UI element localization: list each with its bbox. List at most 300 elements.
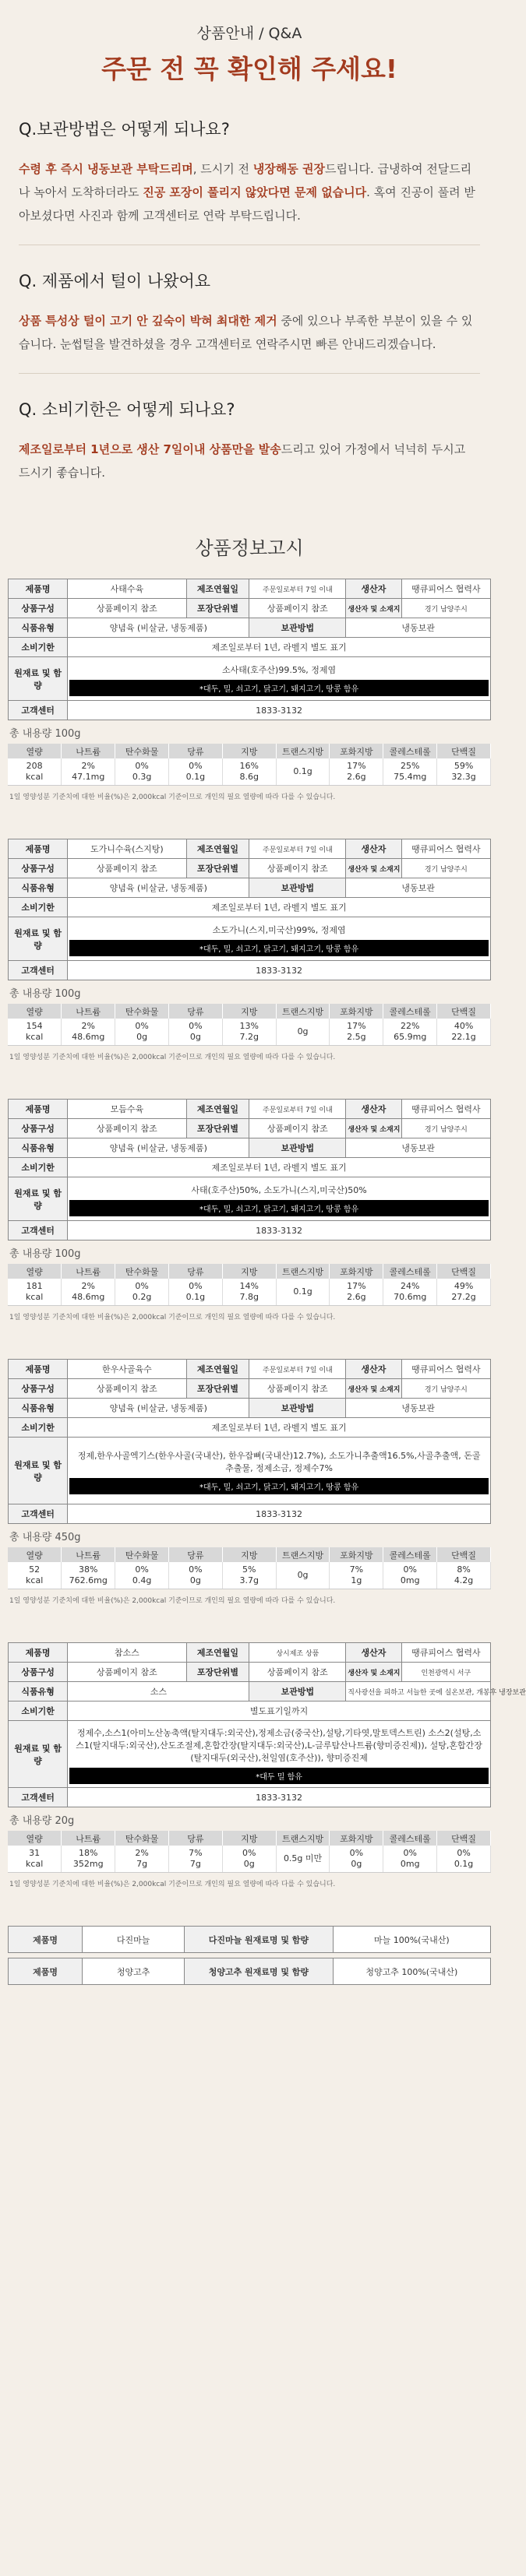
nutrition-value-line: 154 xyxy=(26,1021,43,1031)
ingredients-cell xyxy=(68,1721,491,1788)
label-cell: 제조연월일 xyxy=(186,1100,249,1119)
label-cell: 포장단위별 xyxy=(186,859,249,878)
nutrition-value xyxy=(437,1846,491,1873)
nutrition-value-line: 47.1mg xyxy=(72,772,105,782)
nutrition-header: 나트륨 xyxy=(62,1831,115,1846)
nutrition-value-line: 0g xyxy=(136,1032,148,1042)
product-name: 도가니수육(스지탕) xyxy=(68,839,186,859)
nutrition-header: 열량 xyxy=(8,1004,62,1019)
label-cell: 제품명 xyxy=(9,1643,68,1663)
label-cell: 생산자 xyxy=(346,1360,401,1379)
label-cell: 제품명 xyxy=(9,1360,68,1379)
product-info xyxy=(8,1359,491,1605)
nutrition-value-line: 2% xyxy=(81,761,95,771)
customer-center-value: 1833-3132 xyxy=(68,961,491,980)
nutrition-header: 당류 xyxy=(168,1264,222,1279)
nutrition-value xyxy=(62,1562,115,1589)
nutrition-header: 탄수화물 xyxy=(115,1547,169,1562)
nutrition-value-line: kcal xyxy=(26,1859,44,1869)
expiry-value: 제조일로부터 1년, 라벨지 별도 표기 xyxy=(68,638,491,657)
type-value: 상품페이지 참조 xyxy=(68,859,186,878)
nutrition-value xyxy=(437,758,491,786)
nutrition-header: 지방 xyxy=(222,1831,276,1846)
mfg-value: 주문일로부터 7일 이내 xyxy=(249,579,346,599)
label-cell: 제조연월일 xyxy=(186,1360,249,1379)
label-cell: 소비기한 xyxy=(9,1418,68,1438)
nutrition-table xyxy=(8,744,491,786)
label-cell: 고객센터 xyxy=(9,1788,68,1807)
nutrition-value-line: 65.9mg xyxy=(394,1032,427,1042)
nutrition-value xyxy=(222,758,276,786)
nutrition-value-line: 0.2g xyxy=(132,1292,152,1302)
nutrition-value-line: 0% xyxy=(135,1021,149,1031)
nutrition-value-line: 8.6g xyxy=(239,772,259,782)
label-cell: 제조연월일 xyxy=(186,579,249,599)
nutrition-value-line: 27.2g xyxy=(451,1292,476,1302)
nutrition-value-line: 0% xyxy=(189,761,203,771)
nutrition-value-line: 0g xyxy=(351,1859,362,1869)
type-value: 상품페이지 참조 xyxy=(68,1119,186,1138)
nutrition-value xyxy=(222,1019,276,1046)
product-info xyxy=(8,1099,491,1321)
nutrition-value-line: 7.2g xyxy=(239,1032,259,1042)
nutrition-value-line: 7% xyxy=(189,1848,203,1858)
ingredients-value: 소사태(호주산)99.5%, 정제염 xyxy=(222,665,337,675)
extra-info-table xyxy=(8,1926,491,1953)
nutrition-value-line: 22.1g xyxy=(451,1032,476,1042)
nutrition-value xyxy=(8,758,62,786)
label-cell: 포장단위별 xyxy=(186,1663,249,1682)
nutrition-value-line: kcal xyxy=(26,1575,44,1585)
nutrition-value xyxy=(8,1019,62,1046)
nutrition-header: 열량 xyxy=(8,1831,62,1846)
label-cell: 생산자 및 소재지 xyxy=(346,1119,401,1138)
label-cell: 소비기한 xyxy=(9,898,68,917)
unit-value: 상품페이지 참조 xyxy=(249,859,346,878)
nutrition-value-line: 0.1g xyxy=(185,1292,206,1302)
qa-answer xyxy=(19,438,480,484)
nutrition-value xyxy=(62,1279,115,1306)
qa-item xyxy=(19,397,480,501)
nutrition-table xyxy=(8,1004,491,1046)
nutrition-value-line: 17% xyxy=(347,1281,366,1291)
mfg-value: 주문일로부터 7일 이내 xyxy=(249,1100,346,1119)
label-cell: 식품유형 xyxy=(9,878,68,898)
nutrition-value xyxy=(222,1846,276,1873)
seller-value: 인천광역시 서구 xyxy=(401,1663,490,1682)
nutrition-value-line: 5% xyxy=(242,1564,256,1575)
nutrition-value-line: 7g xyxy=(189,1859,201,1869)
nutrition-header: 트랜스지방 xyxy=(276,1831,330,1846)
qa-question: Q. 제품에서 털이 나왔어요 xyxy=(19,272,211,290)
nutrition-value xyxy=(62,1019,115,1046)
nutrition-value-line: 0mg xyxy=(400,1859,420,1869)
nutrition-value-line: 0% xyxy=(135,1564,149,1575)
total-weight: 총 내용량 100g xyxy=(9,988,81,1000)
nutrition-value-line: 0% xyxy=(403,1564,417,1575)
nutrition-header: 포화지방 xyxy=(330,1831,383,1846)
seller-value: 경기 남양주시 xyxy=(401,1379,490,1399)
total-weight: 총 내용량 20g xyxy=(9,1815,75,1827)
nutrition-value xyxy=(115,1846,169,1873)
producer-value: 땡큐피어스 협력사 xyxy=(401,839,490,859)
nutrition-value-line: 14% xyxy=(239,1281,259,1291)
nutrition-value-line: 2% xyxy=(81,1021,95,1031)
product-name: 모듬수육 xyxy=(68,1100,186,1119)
label-cell: 다진마늘 원재료명 및 함량 xyxy=(185,1927,333,1953)
nutrition-value-line: 0% xyxy=(349,1848,364,1858)
nutrition-value-line: 22% xyxy=(400,1021,420,1031)
nutrition-value-line: 7% xyxy=(349,1564,364,1575)
nutrition-value xyxy=(115,1562,169,1589)
label-cell: 고객센터 xyxy=(9,961,68,980)
total-weight: 총 내용량 100g xyxy=(9,728,81,740)
nutrition-value-line: 0% xyxy=(135,1281,149,1291)
nutrition-header: 지방 xyxy=(222,1004,276,1019)
nutrition-value-line: 24% xyxy=(400,1281,420,1291)
nutrition-value xyxy=(168,1019,222,1046)
type-value: 상품페이지 참조 xyxy=(68,599,186,618)
nutrition-header: 트랜스지방 xyxy=(276,1264,330,1279)
nutrition-value-line: 0% xyxy=(403,1848,417,1858)
nutrition-value xyxy=(115,1279,169,1306)
nutrition-value xyxy=(276,1019,330,1046)
label-cell: 생산자 xyxy=(346,579,401,599)
nutrition-value-line: 17% xyxy=(347,1021,366,1031)
label-cell: 원재료 및 함량 xyxy=(9,917,68,961)
unit-value: 상품페이지 참조 xyxy=(249,1663,346,1682)
nutrition-value-line: 52 xyxy=(29,1564,41,1575)
label-cell: 고객센터 xyxy=(9,701,68,720)
ingredients-value: 사태(호주산)50%, 소도가니(스지,미국산)50% xyxy=(191,1185,367,1195)
label-cell: 소비기한 xyxy=(9,1701,68,1721)
nutrition-value xyxy=(330,1279,383,1306)
nutrition-value-line: 32.3g xyxy=(451,772,476,782)
nutrition-value-line: 40% xyxy=(454,1021,474,1031)
product-name: 참소스 xyxy=(68,1643,186,1663)
expiry-value: 제조일로부터 1년, 라벨지 별도 표기 xyxy=(68,898,491,917)
nutrition-value-line: 0% xyxy=(242,1848,256,1858)
nutrition-value-line: 13% xyxy=(239,1021,259,1031)
seller-value: 경기 남양주시 xyxy=(401,599,490,618)
storage-value: 냉동보관 xyxy=(346,618,491,638)
label-cell: 제품명 xyxy=(9,579,68,599)
label-cell: 식품유형 xyxy=(9,618,68,638)
label-cell: 상품구성 xyxy=(9,1379,68,1399)
nutrition-header: 포화지방 xyxy=(330,1547,383,1562)
nutrition-value xyxy=(276,1846,330,1873)
nutrition-header: 포화지방 xyxy=(330,1264,383,1279)
label-cell: 제품명 xyxy=(9,1958,83,1985)
nutrition-value-line: 0g xyxy=(297,1026,309,1036)
label-cell: 보관방법 xyxy=(249,878,346,898)
notice-title: 상품정보고시 xyxy=(195,537,304,559)
product-info-table xyxy=(8,1359,491,1524)
nutrition-header: 당류 xyxy=(168,1004,222,1019)
nutrition-value xyxy=(437,1019,491,1046)
qa-answer xyxy=(19,309,480,356)
label-cell: 원재료 및 함량 xyxy=(9,1721,68,1788)
nutrition-value-line: 70.6mg xyxy=(394,1292,427,1302)
nutrition-header: 콜레스테롤 xyxy=(383,1264,437,1279)
producer-value: 땡큐피어스 협력사 xyxy=(401,1360,490,1379)
nutrition-value xyxy=(330,758,383,786)
product-name: 사태수육 xyxy=(68,579,186,599)
nutrition-note: 1일 영양성분 기준치에 대한 비율(%)은 2,000kcal 기준이므로 개인의 필요 열량에 따라 다를 수 있습니다. xyxy=(9,1597,336,1605)
label-cell: 식품유형 xyxy=(9,1682,68,1701)
label-cell: 생산자 및 소재지 xyxy=(346,599,401,618)
label-cell: 제조연월일 xyxy=(186,839,249,859)
nutrition-value xyxy=(383,1562,437,1589)
qa-answer xyxy=(19,157,480,227)
food-type-value: 양념육 (비살균, 냉동제품) xyxy=(68,1138,249,1158)
nutrition-value-line: 0% xyxy=(189,1564,203,1575)
label-cell: 청양고추 원재료명 및 함량 xyxy=(185,1958,333,1985)
product-list xyxy=(0,579,526,1888)
extra-ingredients: 청양고추 100%(국내산) xyxy=(333,1958,490,1985)
mfg-value: 주문일로부터 7일 이내 xyxy=(249,1360,346,1379)
nutrition-value-line: 0g xyxy=(189,1032,201,1042)
ingredients-cell xyxy=(68,1177,491,1221)
unit-value: 상품페이지 참조 xyxy=(249,599,346,618)
qa-answer-highlight: 제조일로부터 1년으로 생산 7일이내 상품만을 발송 xyxy=(19,442,281,456)
producer-value: 땡큐피어스 협력사 xyxy=(401,1643,490,1663)
nutrition-value xyxy=(8,1562,62,1589)
label-cell: 보관방법 xyxy=(249,1399,346,1418)
label-cell: 생산자 xyxy=(346,839,401,859)
nutrition-header: 탄수화물 xyxy=(115,1831,169,1846)
label-cell: 생산자 xyxy=(346,1100,401,1119)
label-cell: 보관방법 xyxy=(249,1138,346,1158)
nutrition-value-line: 18% xyxy=(79,1848,98,1858)
extra-ingredients: 마늘 100%(국내산) xyxy=(333,1927,490,1953)
nutrition-header: 지방 xyxy=(222,744,276,758)
allergy-notice: *대두, 밀, 쇠고기, 닭고기, 돼지고기, 땅콩 함유 xyxy=(69,1200,489,1216)
allergy-notice: *대두, 밀, 쇠고기, 닭고기, 돼지고기, 땅콩 함유 xyxy=(69,680,489,696)
nutrition-table xyxy=(8,1831,491,1873)
label-cell: 소비기한 xyxy=(9,1158,68,1177)
nutrition-value-line: 0mg xyxy=(400,1575,420,1585)
label-cell: 보관방법 xyxy=(249,618,346,638)
nutrition-header: 탄수화물 xyxy=(115,744,169,758)
nutrition-value-line: 0.1g xyxy=(293,1286,312,1297)
nutrition-header: 당류 xyxy=(168,1547,222,1562)
nutrition-note: 1일 영양성분 기준치에 대한 비율(%)은 2,000kcal 기준이므로 개인의 필요 열량에 따라 다를 수 있습니다. xyxy=(9,1314,336,1321)
extra-name: 다진마늘 xyxy=(83,1927,185,1953)
product-info xyxy=(8,1642,526,1888)
seller-value: 경기 남양주시 xyxy=(401,1119,490,1138)
nutrition-value xyxy=(62,758,115,786)
nutrition-value-line: kcal xyxy=(26,1292,44,1302)
label-cell: 식품유형 xyxy=(9,1138,68,1158)
nutrition-value-line: 16% xyxy=(239,761,259,771)
qa-title: 주문 전 꼭 확인해 주세요! xyxy=(101,54,397,84)
nutrition-header: 트랜스지방 xyxy=(276,744,330,758)
nutrition-header: 콜레스테롤 xyxy=(383,1004,437,1019)
storage-value: 냉동보관 xyxy=(346,878,491,898)
nutrition-value-line: 2% xyxy=(135,1848,149,1858)
food-type-value: 양념육 (비살균, 냉동제품) xyxy=(68,878,249,898)
nutrition-header: 단백질 xyxy=(437,1831,491,1846)
nutrition-value-line: 0.1g xyxy=(293,766,312,776)
nutrition-value xyxy=(62,1846,115,1873)
total-weight: 총 내용량 100g xyxy=(9,1248,81,1260)
product-name: 한우사골육수 xyxy=(68,1360,186,1379)
nutrition-value-line: 48.6mg xyxy=(72,1032,105,1042)
nutrition-value-line: 4.2g xyxy=(454,1575,474,1585)
label-cell: 제품명 xyxy=(9,1927,83,1953)
nutrition-header: 열량 xyxy=(8,1547,62,1562)
label-cell: 상품구성 xyxy=(9,599,68,618)
food-type-value: 양념육 (비살균, 냉동제품) xyxy=(68,1399,249,1418)
nutrition-value-line: 59% xyxy=(454,761,474,771)
nutrition-value xyxy=(222,1279,276,1306)
nutrition-value xyxy=(8,1846,62,1873)
storage-value: 냉동보관 xyxy=(346,1138,491,1158)
nutrition-value-line: 0.1g xyxy=(185,772,206,782)
ingredients-cell xyxy=(68,1438,491,1504)
label-cell: 원재료 및 함량 xyxy=(9,657,68,701)
unit-value: 상품페이지 참조 xyxy=(249,1379,346,1399)
nutrition-value xyxy=(330,1846,383,1873)
nutrition-value-line: 49% xyxy=(454,1281,474,1291)
nutrition-value-line: 0.5g 미만 xyxy=(283,1853,323,1863)
nutrition-value-line: 25% xyxy=(400,761,420,771)
nutrition-header: 지방 xyxy=(222,1547,276,1562)
nutrition-value-line: 17% xyxy=(347,761,366,771)
nutrition-value-line: 0g xyxy=(297,1570,309,1580)
total-weight: 총 내용량 450g xyxy=(9,1532,81,1543)
product-info-table xyxy=(8,579,491,720)
label-cell: 생산자 xyxy=(346,1643,401,1663)
customer-center-value: 1833-3132 xyxy=(68,1788,491,1807)
label-cell: 고객센터 xyxy=(9,1504,68,1524)
nutrition-value xyxy=(168,1279,222,1306)
nutrition-value-line: kcal xyxy=(26,772,44,782)
type-value: 상품페이지 참조 xyxy=(68,1663,186,1682)
label-cell: 제조연월일 xyxy=(186,1643,249,1663)
nutrition-value xyxy=(437,1562,491,1589)
qa-item xyxy=(19,269,480,374)
nutrition-note: 1일 영양성분 기준치에 대한 비율(%)은 2,000kcal 기준이므로 개인의 필요 열량에 따라 다를 수 있습니다. xyxy=(9,1054,336,1061)
storage-value: 냉동보관 xyxy=(346,1399,491,1418)
nutrition-header: 열량 xyxy=(8,744,62,758)
nutrition-note: 1일 영양성분 기준치에 대한 비율(%)은 2,000kcal 기준이므로 개인의 필요 열량에 따라 다를 수 있습니다. xyxy=(9,794,336,801)
qa-answer-text: 중에 있으나 부족한 부분이 있을 수 있습니다. 눈썹털을 발견하셨을 경우 고객센터로 연락주시면 빠른 안내드리겠습니다. xyxy=(19,314,473,351)
nutrition-header: 탄수화물 xyxy=(115,1004,169,1019)
qa-answer-text: . 혹여 진공이 풀려 받아보셨다면 사진과 함께 고객센터로 연락 부탁드립니다. xyxy=(19,185,475,223)
nutrition-header: 단백질 xyxy=(437,744,491,758)
food-type-value: 소스 xyxy=(68,1682,249,1701)
ingredients-value: 정제,한우사골엑기스(한우사골(국내산), 한우잡뼈(국내산)12.7%), 소도가니추출액16.5%,사골추출액, 돈골추출물, 정제소금, 정제수7% xyxy=(77,1451,481,1473)
nutrition-header: 당류 xyxy=(168,744,222,758)
nutrition-value xyxy=(8,1279,62,1306)
nutrition-value xyxy=(168,1562,222,1589)
qa-answer-highlight: 수령 후 즉시 냉동보관 부탁드리며 xyxy=(19,162,193,176)
ingredients-value: 정제수,소스1(아미노산농축액(탈지대두:외국산),정제소금(중국산),설탕,기타엿,말토덱스트린) 소스2(설탕,소스1(탈지대두:외국산),산도조절제,혼합간장(탈지대두:외국산),L-글루탐산나트륨(향미증진제)), 설탕,혼합간장(탈지대두(외국산),천일염(호주산)), 향미증진제 xyxy=(76,1728,482,1763)
nutrition-header: 단백질 xyxy=(437,1004,491,1019)
nutrition-value xyxy=(383,1279,437,1306)
nutrition-header: 단백질 xyxy=(437,1264,491,1279)
nutrition-value xyxy=(276,758,330,786)
nutrition-value-line: 2% xyxy=(81,1281,95,1291)
food-type-value: 양념육 (비살균, 냉동제품) xyxy=(68,618,249,638)
nutrition-value xyxy=(383,1846,437,1873)
nutrition-value xyxy=(222,1562,276,1589)
nutrition-value xyxy=(383,1019,437,1046)
nutrition-header: 트랜스지방 xyxy=(276,1004,330,1019)
nutrition-value-line: 7.8g xyxy=(239,1292,259,1302)
nutrition-table xyxy=(8,1264,491,1306)
nutrition-table xyxy=(8,1547,491,1589)
product-info-table xyxy=(8,839,491,980)
nutrition-header: 나트륨 xyxy=(62,744,115,758)
label-cell: 보관방법 xyxy=(249,1682,346,1701)
unit-value: 상품페이지 참조 xyxy=(249,1119,346,1138)
nutrition-value-line: 2.6g xyxy=(347,772,366,782)
allergy-notice: *대두 밀 함유 xyxy=(69,1768,489,1784)
nutrition-value xyxy=(330,1019,383,1046)
label-cell: 상품구성 xyxy=(9,1663,68,1682)
nutrition-value-line: 0.1g xyxy=(454,1859,474,1869)
customer-center-value: 1833-3132 xyxy=(68,1221,491,1240)
nutrition-header: 열량 xyxy=(8,1264,62,1279)
mfg-value: 주문일로부터 7일 이내 xyxy=(249,839,346,859)
nutrition-value-line: 0% xyxy=(457,1848,471,1858)
qa-answer-text: 드리고 있어 가정에서 넉넉히 두시고 드시기 좋습니다. xyxy=(19,442,466,480)
nutrition-header: 지방 xyxy=(222,1264,276,1279)
allergy-notice: *대두, 밀, 쇠고기, 닭고기, 돼지고기, 땅콩 함유 xyxy=(69,940,489,956)
label-cell: 식품유형 xyxy=(9,1399,68,1418)
nutrition-header: 포화지방 xyxy=(330,744,383,758)
nutrition-value-line: 7g xyxy=(136,1859,148,1869)
nutrition-value-line: 0.4g xyxy=(132,1575,152,1585)
nutrition-value-line: 38% xyxy=(79,1564,98,1575)
label-cell: 포장단위별 xyxy=(186,599,249,618)
label-cell: 원재료 및 함량 xyxy=(9,1177,68,1221)
nutrition-header: 당류 xyxy=(168,1831,222,1846)
nutrition-header: 콜레스테롤 xyxy=(383,1831,437,1846)
qa-answer-highlight: 진공 포장이 풀리지 않았다면 문제 없습니다 xyxy=(143,185,367,199)
expiry-value: 제조일로부터 1년, 라벨지 별도 표기 xyxy=(68,1418,491,1438)
storage-value: 직사광선을 피하고 서늘한 곳에 실온보관, 개봉후 냉장보관 xyxy=(346,1682,491,1701)
ingredients-value: 소도가니(스지,미국산)99%, 정제염 xyxy=(212,925,346,935)
nutrition-value-line: 3.7g xyxy=(239,1575,259,1585)
label-cell: 상품구성 xyxy=(9,859,68,878)
producer-value: 땡큐피어스 협력사 xyxy=(401,579,490,599)
label-cell: 포장단위별 xyxy=(186,1119,249,1138)
nutrition-value xyxy=(115,1019,169,1046)
nutrition-value-line: 1g xyxy=(351,1575,362,1585)
qa-answer-highlight: 상품 특성상 털이 고기 안 깊숙이 박혀 최대한 제거 xyxy=(19,314,277,328)
nutrition-note: 1일 영양성분 기준치에 대한 비율(%)은 2,000kcal 기준이므로 개인의 필요 열량에 따라 다를 수 있습니다. xyxy=(9,1881,336,1888)
nutrition-value-line: 0g xyxy=(243,1859,255,1869)
extra-name: 청양고추 xyxy=(83,1958,185,1985)
label-cell: 생산자 및 소재지 xyxy=(346,1663,401,1682)
nutrition-value-line: 0% xyxy=(135,761,149,771)
nutrition-header: 단백질 xyxy=(437,1547,491,1562)
qa-question: Q. 소비기한은 어떻게 되나요? xyxy=(19,400,235,419)
nutrition-header: 포화지방 xyxy=(330,1004,383,1019)
product-info xyxy=(8,839,491,1061)
nutrition-value xyxy=(168,758,222,786)
nutrition-value-line: 75.4mg xyxy=(394,772,427,782)
qa-answer-highlight: 냉장해동 권장 xyxy=(252,162,325,176)
expiry-value: 제조일로부터 1년, 라벨지 별도 표기 xyxy=(68,1158,491,1177)
customer-center-value: 1833-3132 xyxy=(68,1504,491,1524)
product-info-table xyxy=(8,1099,491,1240)
nutrition-value-line: 48.6mg xyxy=(72,1292,105,1302)
